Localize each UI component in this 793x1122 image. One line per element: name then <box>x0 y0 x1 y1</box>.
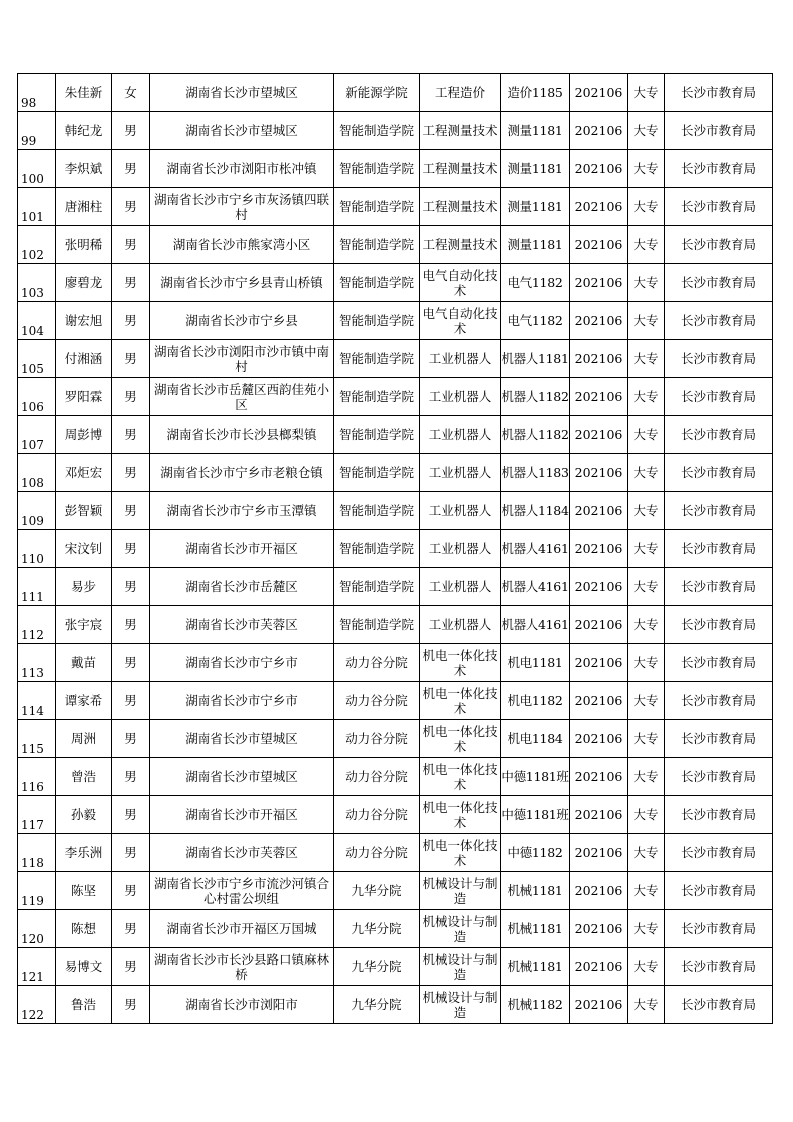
major-cell: 机电一体化技术 <box>420 834 501 872</box>
major-cell: 工业机器人 <box>420 568 501 606</box>
education-level-cell: 大专 <box>628 606 665 644</box>
address-cell: 湖南省长沙市宁乡市 <box>150 644 334 682</box>
destination-cell: 长沙市教育局 <box>665 606 773 644</box>
table-row <box>18 340 773 378</box>
table-row <box>18 872 773 910</box>
student-name: 廖碧龙 <box>56 264 112 302</box>
education-level-cell: 大专 <box>628 910 665 948</box>
class-cell: 测量1181 <box>501 188 570 226</box>
major-cell: 机械设计与制造 <box>420 872 501 910</box>
education-level-cell: 大专 <box>628 340 665 378</box>
table-row <box>18 74 773 112</box>
class-cell: 机械1181 <box>501 872 570 910</box>
destination-cell: 长沙市教育局 <box>665 568 773 606</box>
student-name: 彭智颖 <box>56 492 112 530</box>
college-cell: 智能制造学院 <box>334 378 420 416</box>
class-cell: 机电1184 <box>501 720 570 758</box>
graduation-date-cell: 202106 <box>570 796 628 834</box>
major-cell: 机械设计与制造 <box>420 986 501 1024</box>
address-cell: 湖南省长沙市望城区 <box>150 112 334 150</box>
college-cell: 九华分院 <box>334 872 420 910</box>
gender-cell: 男 <box>112 644 150 682</box>
student-name: 易博文 <box>56 948 112 986</box>
gender-cell: 男 <box>112 682 150 720</box>
gender-cell: 男 <box>112 986 150 1024</box>
class-cell: 中德1181班 <box>501 796 570 834</box>
college-cell: 九华分院 <box>334 986 420 1024</box>
gender-cell: 男 <box>112 150 150 188</box>
college-cell: 新能源学院 <box>334 74 420 112</box>
gender-cell: 男 <box>112 796 150 834</box>
destination-cell: 长沙市教育局 <box>665 264 773 302</box>
student-name: 朱佳新 <box>56 74 112 112</box>
row-number: 102 <box>18 226 56 264</box>
student-name: 周彭博 <box>56 416 112 454</box>
gender-cell: 男 <box>112 112 150 150</box>
gender-cell: 男 <box>112 454 150 492</box>
address-cell: 湖南省长沙市宁乡市玉潭镇 <box>150 492 334 530</box>
education-level-cell: 大专 <box>628 226 665 264</box>
major-cell: 工程测量技术 <box>420 188 501 226</box>
education-level-cell: 大专 <box>628 530 665 568</box>
student-name: 唐湘柱 <box>56 188 112 226</box>
student-name: 谢宏旭 <box>56 302 112 340</box>
graduation-date-cell: 202106 <box>570 492 628 530</box>
table-row <box>18 682 773 720</box>
college-cell: 智能制造学院 <box>334 112 420 150</box>
education-level-cell: 大专 <box>628 378 665 416</box>
student-name: 孙毅 <box>56 796 112 834</box>
graduation-date-cell: 202106 <box>570 758 628 796</box>
graduation-date-cell: 202106 <box>570 340 628 378</box>
college-cell: 智能制造学院 <box>334 416 420 454</box>
college-cell: 智能制造学院 <box>334 340 420 378</box>
education-level-cell: 大专 <box>628 796 665 834</box>
student-name: 宋汶钊 <box>56 530 112 568</box>
gender-cell: 男 <box>112 492 150 530</box>
student-name: 付湘涵 <box>56 340 112 378</box>
class-cell: 测量1181 <box>501 112 570 150</box>
class-cell: 机器人4161 <box>501 568 570 606</box>
destination-cell: 长沙市教育局 <box>665 492 773 530</box>
row-number: 111 <box>18 568 56 606</box>
college-cell: 智能制造学院 <box>334 302 420 340</box>
destination-cell: 长沙市教育局 <box>665 188 773 226</box>
address-cell: 湖南省长沙市岳麓区西韵佳苑小区 <box>150 378 334 416</box>
graduation-date-cell: 202106 <box>570 226 628 264</box>
row-number: 117 <box>18 796 56 834</box>
address-cell: 湖南省长沙市宁乡市老粮仓镇 <box>150 454 334 492</box>
graduation-date-cell: 202106 <box>570 112 628 150</box>
row-number: 118 <box>18 834 56 872</box>
table-row <box>18 378 773 416</box>
destination-cell: 长沙市教育局 <box>665 340 773 378</box>
address-cell: 湖南省长沙市宁乡县 <box>150 302 334 340</box>
class-cell: 机器人1184 <box>501 492 570 530</box>
gender-cell: 男 <box>112 568 150 606</box>
class-cell: 电气1182 <box>501 264 570 302</box>
row-number: 106 <box>18 378 56 416</box>
major-cell: 工业机器人 <box>420 416 501 454</box>
destination-cell: 长沙市教育局 <box>665 150 773 188</box>
destination-cell: 长沙市教育局 <box>665 378 773 416</box>
row-number: 108 <box>18 454 56 492</box>
class-cell: 机器人1182 <box>501 416 570 454</box>
table-row <box>18 606 773 644</box>
graduation-date-cell: 202106 <box>570 720 628 758</box>
row-number: 105 <box>18 340 56 378</box>
destination-cell: 长沙市教育局 <box>665 758 773 796</box>
education-level-cell: 大专 <box>628 302 665 340</box>
graduation-date-cell: 202106 <box>570 986 628 1024</box>
student-name: 邓炬宏 <box>56 454 112 492</box>
destination-cell: 长沙市教育局 <box>665 530 773 568</box>
education-level-cell: 大专 <box>628 264 665 302</box>
major-cell: 电气自动化技术 <box>420 264 501 302</box>
student-name: 韩纪龙 <box>56 112 112 150</box>
row-number: 103 <box>18 264 56 302</box>
address-cell: 湖南省长沙市岳麓区 <box>150 568 334 606</box>
graduation-date-cell: 202106 <box>570 454 628 492</box>
table-row <box>18 530 773 568</box>
class-cell: 机械1181 <box>501 948 570 986</box>
row-number: 109 <box>18 492 56 530</box>
destination-cell: 长沙市教育局 <box>665 416 773 454</box>
address-cell: 湖南省长沙市长沙县榔梨镇 <box>150 416 334 454</box>
address-cell: 湖南省长沙市宁乡市 <box>150 682 334 720</box>
destination-cell: 长沙市教育局 <box>665 302 773 340</box>
student-name: 戴苗 <box>56 644 112 682</box>
table-row <box>18 720 773 758</box>
table-row <box>18 226 773 264</box>
class-cell: 测量1181 <box>501 226 570 264</box>
gender-cell: 男 <box>112 758 150 796</box>
graduation-date-cell: 202106 <box>570 188 628 226</box>
college-cell: 智能制造学院 <box>334 454 420 492</box>
education-level-cell: 大专 <box>628 150 665 188</box>
roster-body <box>18 74 773 1024</box>
class-cell: 机电1182 <box>501 682 570 720</box>
table-row <box>18 112 773 150</box>
gender-cell: 男 <box>112 530 150 568</box>
college-cell: 动力谷分院 <box>334 758 420 796</box>
major-cell: 机械设计与制造 <box>420 910 501 948</box>
college-cell: 智能制造学院 <box>334 606 420 644</box>
major-cell: 工程造价 <box>420 74 501 112</box>
address-cell: 湖南省长沙市开福区万国城 <box>150 910 334 948</box>
address-cell: 湖南省长沙市宁乡县青山桥镇 <box>150 264 334 302</box>
table-row <box>18 834 773 872</box>
address-cell: 湖南省长沙市熊家湾小区 <box>150 226 334 264</box>
education-level-cell: 大专 <box>628 834 665 872</box>
major-cell: 工业机器人 <box>420 530 501 568</box>
student-name: 周洲 <box>56 720 112 758</box>
student-name: 谭家希 <box>56 682 112 720</box>
gender-cell: 男 <box>112 834 150 872</box>
class-cell: 机器人1183 <box>501 454 570 492</box>
row-number: 100 <box>18 150 56 188</box>
destination-cell: 长沙市教育局 <box>665 644 773 682</box>
graduation-date-cell: 202106 <box>570 264 628 302</box>
destination-cell: 长沙市教育局 <box>665 834 773 872</box>
row-number: 116 <box>18 758 56 796</box>
college-cell: 智能制造学院 <box>334 150 420 188</box>
row-number: 112 <box>18 606 56 644</box>
major-cell: 机电一体化技术 <box>420 796 501 834</box>
destination-cell: 长沙市教育局 <box>665 112 773 150</box>
gender-cell: 男 <box>112 378 150 416</box>
address-cell: 湖南省长沙市望城区 <box>150 720 334 758</box>
major-cell: 工程测量技术 <box>420 226 501 264</box>
education-level-cell: 大专 <box>628 720 665 758</box>
college-cell: 动力谷分院 <box>334 720 420 758</box>
destination-cell: 长沙市教育局 <box>665 682 773 720</box>
gender-cell: 男 <box>112 872 150 910</box>
gender-cell: 男 <box>112 188 150 226</box>
row-number: 121 <box>18 948 56 986</box>
row-number: 114 <box>18 682 56 720</box>
college-cell: 动力谷分院 <box>334 644 420 682</box>
table-row <box>18 568 773 606</box>
destination-cell: 长沙市教育局 <box>665 948 773 986</box>
college-cell: 智能制造学院 <box>334 492 420 530</box>
college-cell: 动力谷分院 <box>334 796 420 834</box>
graduation-date-cell: 202106 <box>570 74 628 112</box>
row-number: 110 <box>18 530 56 568</box>
graduation-date-cell: 202106 <box>570 530 628 568</box>
education-level-cell: 大专 <box>628 872 665 910</box>
address-cell: 湖南省长沙市芙蓉区 <box>150 834 334 872</box>
class-cell: 机器人1181 <box>501 340 570 378</box>
college-cell: 九华分院 <box>334 910 420 948</box>
row-number: 101 <box>18 188 56 226</box>
gender-cell: 男 <box>112 606 150 644</box>
destination-cell: 长沙市教育局 <box>665 986 773 1024</box>
destination-cell: 长沙市教育局 <box>665 720 773 758</box>
college-cell: 智能制造学院 <box>334 264 420 302</box>
student-roster-table <box>17 73 773 1024</box>
class-cell: 造价1185 <box>501 74 570 112</box>
table-row <box>18 150 773 188</box>
address-cell: 湖南省长沙市芙蓉区 <box>150 606 334 644</box>
row-number: 122 <box>18 986 56 1024</box>
major-cell: 工业机器人 <box>420 340 501 378</box>
major-cell: 电气自动化技术 <box>420 302 501 340</box>
major-cell: 机电一体化技术 <box>420 720 501 758</box>
education-level-cell: 大专 <box>628 112 665 150</box>
education-level-cell: 大专 <box>628 986 665 1024</box>
row-number: 99 <box>18 112 56 150</box>
major-cell: 工程测量技术 <box>420 112 501 150</box>
class-cell: 中德1181班 <box>501 758 570 796</box>
graduation-date-cell: 202106 <box>570 872 628 910</box>
gender-cell: 男 <box>112 264 150 302</box>
graduation-date-cell: 202106 <box>570 644 628 682</box>
row-number: 98 <box>18 74 56 112</box>
destination-cell: 长沙市教育局 <box>665 74 773 112</box>
row-number: 113 <box>18 644 56 682</box>
education-level-cell: 大专 <box>628 74 665 112</box>
destination-cell: 长沙市教育局 <box>665 872 773 910</box>
graduation-date-cell: 202106 <box>570 302 628 340</box>
student-name: 易步 <box>56 568 112 606</box>
education-level-cell: 大专 <box>628 682 665 720</box>
table-row <box>18 454 773 492</box>
education-level-cell: 大专 <box>628 188 665 226</box>
college-cell: 智能制造学院 <box>334 530 420 568</box>
table-row <box>18 796 773 834</box>
table-row <box>18 644 773 682</box>
class-cell: 机器人4161 <box>501 606 570 644</box>
graduation-date-cell: 202106 <box>570 568 628 606</box>
graduation-date-cell: 202106 <box>570 682 628 720</box>
major-cell: 机械设计与制造 <box>420 948 501 986</box>
student-name: 张宇宸 <box>56 606 112 644</box>
row-number: 120 <box>18 910 56 948</box>
address-cell: 湖南省长沙市长沙县路口镇麻林桥 <box>150 948 334 986</box>
major-cell: 工业机器人 <box>420 378 501 416</box>
graduation-date-cell: 202106 <box>570 606 628 644</box>
table-row <box>18 910 773 948</box>
table-row <box>18 492 773 530</box>
major-cell: 机电一体化技术 <box>420 758 501 796</box>
college-cell: 智能制造学院 <box>334 188 420 226</box>
table-row <box>18 948 773 986</box>
education-level-cell: 大专 <box>628 948 665 986</box>
major-cell: 机电一体化技术 <box>420 644 501 682</box>
major-cell: 工业机器人 <box>420 606 501 644</box>
graduation-date-cell: 202106 <box>570 416 628 454</box>
education-level-cell: 大专 <box>628 416 665 454</box>
address-cell: 湖南省长沙市望城区 <box>150 74 334 112</box>
college-cell: 动力谷分院 <box>334 834 420 872</box>
graduation-date-cell: 202106 <box>570 378 628 416</box>
class-cell: 机械1181 <box>501 910 570 948</box>
address-cell: 湖南省长沙市浏阳市沙市镇中南村 <box>150 340 334 378</box>
address-cell: 湖南省长沙市开福区 <box>150 530 334 568</box>
graduation-date-cell: 202106 <box>570 834 628 872</box>
row-number: 104 <box>18 302 56 340</box>
class-cell: 机器人1182 <box>501 378 570 416</box>
destination-cell: 长沙市教育局 <box>665 226 773 264</box>
major-cell: 工业机器人 <box>420 492 501 530</box>
student-name: 罗阳霖 <box>56 378 112 416</box>
gender-cell: 男 <box>112 948 150 986</box>
class-cell: 电气1182 <box>501 302 570 340</box>
address-cell: 湖南省长沙市浏阳市枨冲镇 <box>150 150 334 188</box>
table-row <box>18 416 773 454</box>
destination-cell: 长沙市教育局 <box>665 454 773 492</box>
education-level-cell: 大专 <box>628 568 665 606</box>
gender-cell: 男 <box>112 226 150 264</box>
student-name: 陈想 <box>56 910 112 948</box>
education-level-cell: 大专 <box>628 492 665 530</box>
gender-cell: 男 <box>112 302 150 340</box>
class-cell: 机械1182 <box>501 986 570 1024</box>
table-row <box>18 302 773 340</box>
student-name: 陈坚 <box>56 872 112 910</box>
table-row <box>18 264 773 302</box>
education-level-cell: 大专 <box>628 758 665 796</box>
address-cell: 湖南省长沙市望城区 <box>150 758 334 796</box>
major-cell: 工程测量技术 <box>420 150 501 188</box>
graduation-date-cell: 202106 <box>570 948 628 986</box>
destination-cell: 长沙市教育局 <box>665 910 773 948</box>
college-cell: 九华分院 <box>334 948 420 986</box>
student-name: 曾浩 <box>56 758 112 796</box>
student-name: 张明稀 <box>56 226 112 264</box>
address-cell: 湖南省长沙市开福区 <box>150 796 334 834</box>
gender-cell: 男 <box>112 340 150 378</box>
major-cell: 机电一体化技术 <box>420 682 501 720</box>
gender-cell: 女 <box>112 74 150 112</box>
table-row <box>18 758 773 796</box>
row-number: 119 <box>18 872 56 910</box>
student-name: 鲁浩 <box>56 986 112 1024</box>
student-name: 李炽斌 <box>56 150 112 188</box>
row-number: 107 <box>18 416 56 454</box>
class-cell: 机器人4161 <box>501 530 570 568</box>
major-cell: 工业机器人 <box>420 454 501 492</box>
education-level-cell: 大专 <box>628 644 665 682</box>
graduation-date-cell: 202106 <box>570 150 628 188</box>
address-cell: 湖南省长沙市宁乡市灰汤镇四联村 <box>150 188 334 226</box>
college-cell: 智能制造学院 <box>334 226 420 264</box>
address-cell: 湖南省长沙市浏阳市 <box>150 986 334 1024</box>
gender-cell: 男 <box>112 416 150 454</box>
table-row <box>18 986 773 1024</box>
class-cell: 中德1182 <box>501 834 570 872</box>
college-cell: 智能制造学院 <box>334 568 420 606</box>
row-number: 115 <box>18 720 56 758</box>
gender-cell: 男 <box>112 720 150 758</box>
college-cell: 动力谷分院 <box>334 682 420 720</box>
graduation-date-cell: 202106 <box>570 910 628 948</box>
address-cell: 湖南省长沙市宁乡市流沙河镇合心村雷公坝组 <box>150 872 334 910</box>
destination-cell: 长沙市教育局 <box>665 796 773 834</box>
class-cell: 测量1181 <box>501 150 570 188</box>
gender-cell: 男 <box>112 910 150 948</box>
class-cell: 机电1181 <box>501 644 570 682</box>
student-name: 李乐洲 <box>56 834 112 872</box>
table-row <box>18 188 773 226</box>
education-level-cell: 大专 <box>628 454 665 492</box>
